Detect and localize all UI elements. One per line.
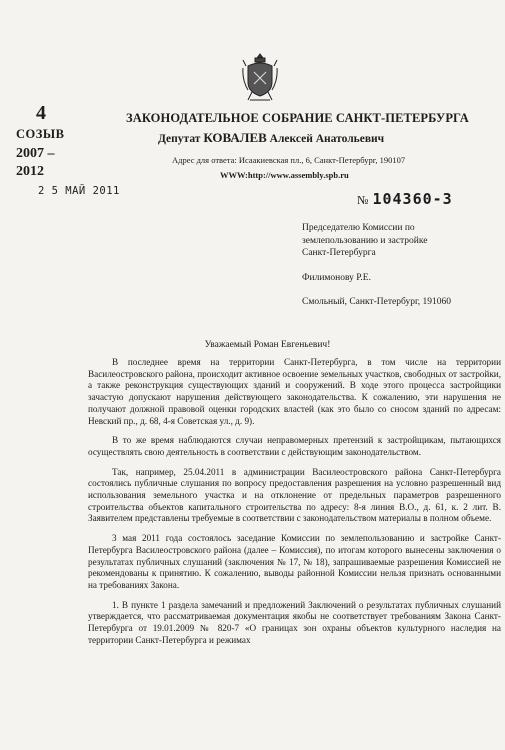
addressee-line-1: Председателю Комиссии по [302,223,415,233]
paragraph-3: Так, например, 25.04.2011 в администрации Василеостровского района Санкт-Петербурга состоялись публичные слушания по вопросу предоставления разрешения на условно разрешенный вид использования земельного участка и на отклонение от предельных параметров разрешенного строительства объектов капитального строительства по адресу: 8-я линия В.О., д. 61, к. 2 лит. В. Заявителем представлены требуемые в соответствии с законодательством материалы в полном объеме. [88,466,504,524]
salutation: Уважаемый Роман Евгеньевич! [204,340,331,350]
date-stamp: 2 5 МАЙ 2011 [38,185,120,197]
addressee-address: Смольный, Санкт-Петербург, 191060 [302,297,452,307]
addressee-line-2: землепользованию и застройке [302,235,428,246]
paragraph-1: В последнее время на территории Санкт-Петербурга, в том числе на территории Василеостровского района, происходит активное освоение земельных участков, свободных от застройки, а также реконструкция существующих зданий и сооружений. В ходе этого процесса застройщики зачастую допускают нарушения действующего законодательства. К сожалению, эти нарушения не получают должной правовой оценки городских властей (как это было со сносом зданий по адресам: Невский пр., д. 68, 4-я Советская ул., д. 9). [88,357,504,426]
convocation-years-start: 2007 – [16,146,55,161]
letter-body [88,357,504,654]
deputy-surname: КОВАЛЕВ [203,130,267,145]
deputy-name: Алексей Анатольевич [266,133,385,145]
addressee-block [302,222,502,309]
convocation-number: 4 [36,102,46,124]
letterhead [124,110,494,181]
deputy-prefix: Депутат [158,133,204,145]
convocation-label: СОЗЫВ [16,127,65,141]
addressee-line-3: Санкт-Петербурга [302,248,376,258]
coat-of-arms-emblem [242,52,278,104]
deputy-line [158,130,494,147]
paragraph-5: 1. В пункте 1 раздела замечаний и предложений Заключений о результатах публичных слушаний утверждается, что рассматриваемая документация якобы не соответствует требованиям Закона Санкт-Петербурга от 19.01.2009 № 820-7 «О границах зон охраны объектов культурного наследия на территории Санкт-Петербурга и режимах [88,599,504,645]
convocation-block [16,102,86,181]
paragraph-2: В то же время наблюдаются случаи неправомерных претензий к застройщикам, пытающихся осуществлять свою деятельность в соответствии с действующим законодательством. [88,435,504,457]
number-sign: № [357,193,369,207]
website: WWW:http://www.assembly.spb.ru [220,170,349,180]
reply-address: Адрес для ответа: Исаакиевская пл., 6, Санкт-Петербург, 190107 [172,155,406,165]
organization-name: ЗАКОНОДАТЕЛЬНОЕ СОБРАНИЕ САНКТ-ПЕТЕРБУРГА [126,111,469,125]
registration-number [357,190,505,209]
convocation-years-end: 2012 [16,164,44,179]
registration-value: 104360-3 [372,190,453,208]
paragraph-4: 3 мая 2011 года состоялось заседание Комиссии по землепользованию и застройке Санкт-Петербурга Василеостровского района (далее – Комиссия), по итогам которого вынесены заключения о результатах публичных слушаний (заключения № 17, № 18), запрашиваемые разрешения Комиссией не рекомендованы к принятию. К сожалению, выводы районной Комиссии нельзя признать основанными на требованиях Закона. [88,533,504,590]
addressee-name: Филимонову Р.Е. [302,272,371,283]
